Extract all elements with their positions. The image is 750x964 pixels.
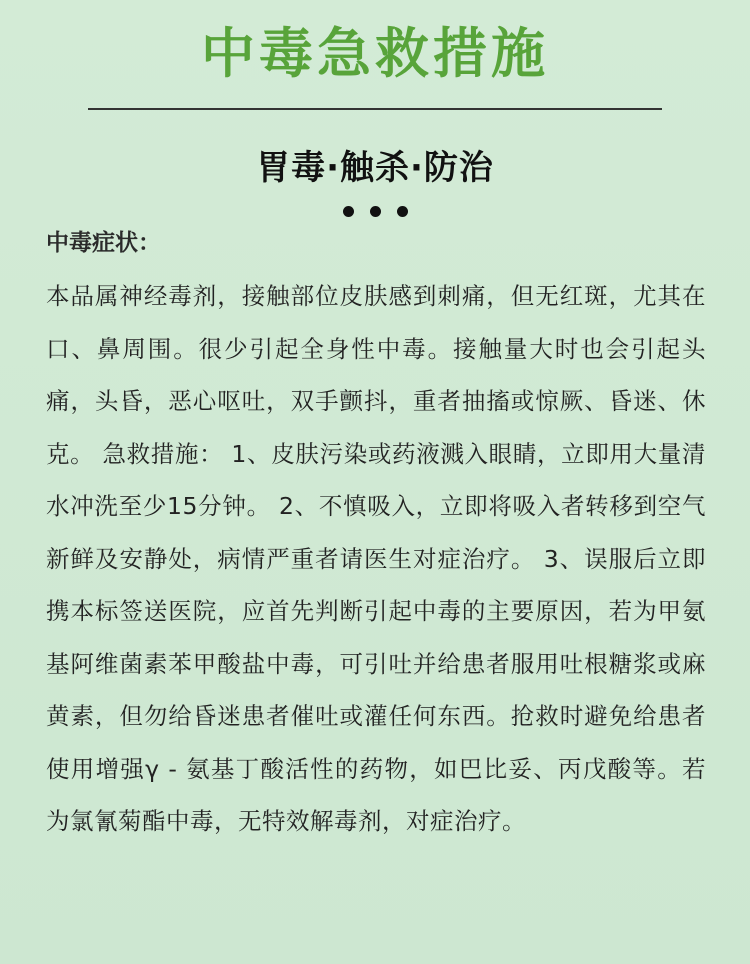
section-heading: 中毒症状：: [46, 230, 161, 256]
page-title: 中毒急救措施: [201, 22, 549, 85]
dots-decoration: [0, 206, 750, 217]
page-subtitle: 胃毒·触杀·防治: [256, 148, 494, 188]
dot-icon: [370, 206, 381, 217]
dot-icon: [343, 206, 354, 217]
body-paragraph: 本品属神经毒剂，接触部位皮肤感到刺痛，但无红斑，尤其在口、鼻周围。很少引起全身性中毒。接触量大时也会引起头痛，头昏，恶心呕吐，双手颤抖，重者抽搐或惊厥、昏迷、休克。 急救措施： 1、皮肤污染或药液溅入眼睛，立即用大量清水冲洗至少15分钟。 2、不慎吸入，立即将吸入者转移到空气新鲜及安静处，病情严重者请医生对症治疗。 3、误服后立即携本标签送医院，应首先判断引起中毒的主要原因，若为甲氨基阿维菌素苯甲酸盐中毒，可引吐并给患者服用吐根糖浆或麻黄素，但勿给昏迷患者催吐或灌任何东西。抢救时避免给患者使用增强γ - 氨基丁酸活性的药物，如巴比妥、丙戊酸等。若为氯氰菊酯中毒，无特效解毒剂，对症治疗。: [46, 282, 706, 835]
title-divider: [88, 108, 662, 110]
dot-icon: [397, 206, 408, 217]
